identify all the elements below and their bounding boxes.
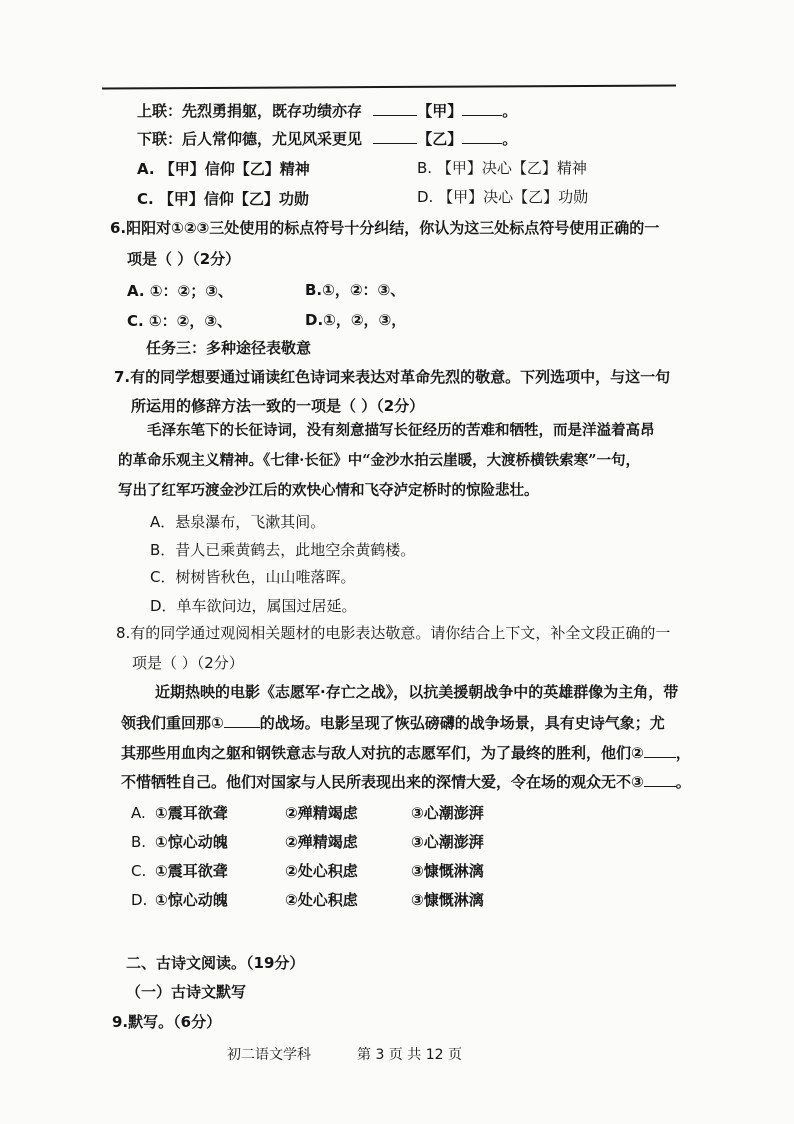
blank-line (644, 743, 676, 758)
q8-option-c: C. ①震耳欲聋 ②处心积虑 ③慷慨淋漓 (131, 862, 484, 880)
blank-line (373, 101, 417, 116)
q8-passage-line2: 领我们重回那① 的战场。电影呈现了恢弘磅礴的战争场景，具有史诗气象；尤 (121, 714, 665, 732)
blank-line (224, 713, 260, 728)
couplet-upper: 上联：先烈勇捐躯，既存功绩亦存 【甲】 。 (137, 102, 518, 120)
q7-stem-line1: 7.有的同学想要通过诵读红色诗词来表达对革命先烈的敬意。下列选项中，与这一句 (114, 368, 671, 386)
q7-passage-line3: 写出了红军巧渡金沙江后的欢快心情和飞夺泸定桥时的惊险悲壮。 (118, 482, 539, 499)
top-divider (102, 84, 676, 89)
q7-option-c: C．树树皆秋色，山山唯落晖。 (150, 568, 356, 586)
blank-line (373, 129, 417, 144)
footer-page-number: 第 3 页 共 12 页 (357, 1047, 462, 1063)
q8-option-a: A. ①震耳欲聋 ②殚精竭虑 ③心潮澎湃 (131, 804, 484, 822)
q6-option-c: C. ①：②，③、 (127, 312, 233, 330)
q9-heading: 9.默写。（6分） (112, 1013, 222, 1031)
q5-option-d: D. 【甲】决心【乙】功勋 (417, 188, 589, 206)
footer-subject: 初二语文学科 (227, 1047, 311, 1063)
q7-option-d: D．单车欲问边，属国过居延。 (150, 597, 357, 615)
q6-option-b: B.①，②：③、 (305, 281, 406, 299)
q7-stem-line2: 所运用的修辞方法一致的一项是（ ）（2分） (131, 397, 425, 415)
couplet-lower: 下联：后人常仰德，尤见风采更见 【乙】 。 (137, 130, 518, 148)
q5-option-c: C. 【甲】信仰【乙】功勋 (137, 190, 309, 208)
q8-option-b: B. ①惊心动魄 ②殚精竭虑 ③心潮澎湃 (131, 833, 484, 851)
q6-option-d: D.①，②，③， (305, 311, 407, 329)
q8-passage-line1: 近期热映的电影《志愿军·存亡之战》，以抗美援朝战争中的英雄群像为主角，带 (155, 683, 679, 701)
q8-passage-line4: 不惜牺牲自己。他们对国家与人民所表现出来的深情大爱，令在场的观众无不③ 。 (121, 773, 691, 791)
section2-title: 二、古诗文阅读。（19分） (126, 954, 305, 972)
q6-option-a: A. ①：②；③、 (127, 282, 233, 300)
q8-stem-line2: 项是（ ）（2分） (132, 654, 244, 672)
q5-option-b: B. 【甲】决心【乙】精神 (417, 159, 587, 177)
q6-stem-line1: 6.阳阳对①②③三处使用的标点符号十分纠结，你认为这三处标点符号使用正确的一 (110, 219, 660, 237)
q7-passage-line2: 的革命乐观主义精神。《七律·长征》中“金沙水拍云崖暖，大渡桥横铁索寒”一句， (118, 452, 640, 469)
q7-passage-line1: 毛泽东笔下的长征诗词，没有刻意描写长征经历的苦难和牺牲，而是洋溢着高昂 (147, 422, 655, 439)
q8-passage-line3: 其那些用血肉之躯和钢铁意志与敌人对抗的志愿军们，为了最终的胜利，他们② ， (121, 744, 691, 762)
q5-option-a: A. 【甲】信仰【乙】精神 (137, 160, 310, 178)
blank-line (462, 129, 502, 144)
blank-line (462, 101, 502, 116)
q8-stem-line1: 8.有的同学通过观阅相关题材的电影表达敬意。请你结合上下文，补全文段正确的一 (116, 624, 671, 642)
blank-line (644, 772, 676, 787)
q8-option-d: D. ①惊心动魄 ②处心积虑 ③慷慨淋漓 (131, 891, 484, 909)
q7-option-b: B．昔人已乘黄鹤去，此地空余黄鹤楼。 (150, 541, 416, 559)
section2-sub1: （一）古诗文默写 (126, 983, 247, 1001)
q7-option-a: A．悬泉瀑布，飞漱其间。 (150, 513, 326, 531)
q6-stem-line2: 项是（ ）（2分） (127, 250, 241, 268)
task3-heading: 任务三：多种途径表敬意 (146, 339, 312, 357)
